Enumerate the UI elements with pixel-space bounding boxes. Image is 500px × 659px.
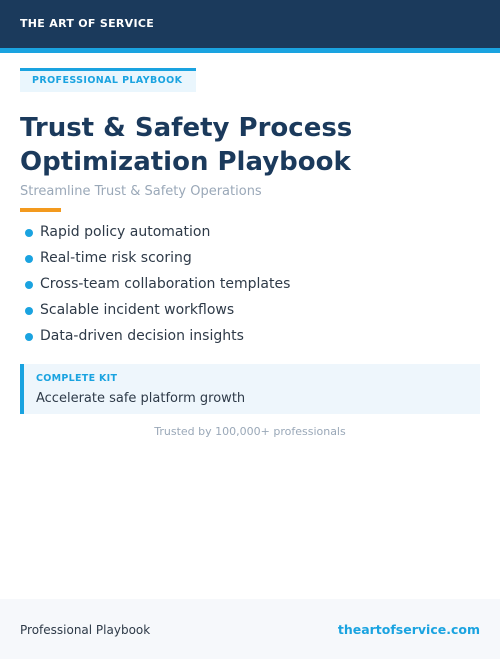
complete-kit-callout <box>20 364 480 414</box>
footer-label: Professional Playbook <box>20 623 151 637</box>
page-title: Trust & Safety Process Optimization Playbook <box>20 113 353 177</box>
kit-label: COMPLETE KIT <box>36 373 118 384</box>
feature-text: Rapid policy automation <box>40 224 211 240</box>
category-badge: PROFESSIONAL PLAYBOOK <box>20 68 196 92</box>
feature-item <box>20 324 290 350</box>
feature-list <box>20 220 290 350</box>
bullet-dot-icon <box>25 255 33 263</box>
bullet-dot-icon <box>25 281 33 289</box>
trust-statement: Trusted by 100,000+ professionals <box>154 425 346 438</box>
feature-text: Data-driven decision insights <box>40 328 244 344</box>
header-bar <box>0 0 500 48</box>
bullet-dot-icon <box>25 307 33 315</box>
page-subtitle: Streamline Trust & Safety Operations <box>20 184 262 199</box>
feature-text: Scalable incident workflows <box>40 302 235 318</box>
website-link[interactable]: theartofservice.com <box>337 622 480 637</box>
footer <box>0 599 500 659</box>
bullet-dot-icon <box>25 229 33 237</box>
feature-text: Cross-team collaboration templates <box>40 276 291 292</box>
feature-text: Real-time risk scoring <box>40 250 192 266</box>
bullet-dot-icon <box>25 333 33 341</box>
header-accent-stripe <box>0 48 500 53</box>
feature-item <box>20 246 290 272</box>
accent-divider <box>20 208 61 212</box>
kit-text: Accelerate safe platform growth <box>36 391 246 406</box>
feature-item <box>20 272 290 298</box>
feature-item <box>20 298 290 324</box>
feature-item <box>20 220 290 246</box>
brand-name: THE ART OF SERVICE <box>20 17 155 30</box>
